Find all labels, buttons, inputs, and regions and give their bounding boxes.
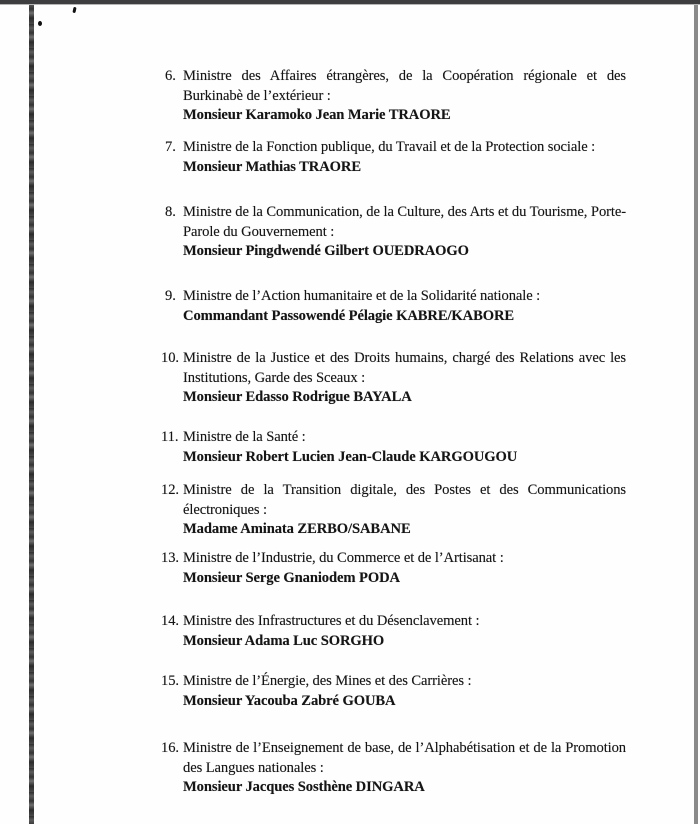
scan-edge-top: [0, 0, 700, 5]
item-number: 11.: [161, 429, 179, 445]
item-number: 10.: [161, 350, 179, 366]
list-item: [160, 287, 626, 326]
item-number: 13.: [161, 550, 179, 566]
minister-title: Ministre de la Justice et des Droits humains, chargé des Relations avec les Institutions, Garde des Sceaux :: [183, 350, 626, 386]
ink-speck: [72, 7, 76, 13]
minister-name: Monsieur Jacques Sosthène DINGARA: [183, 779, 425, 795]
item-number: 12.: [161, 482, 179, 498]
minister-title: Ministre de l’Industrie, du Commerce et de l’Artisanat :: [183, 550, 504, 566]
minister-name: Monsieur Pingdwendé Gilbert OUEDRAOGO: [183, 243, 469, 259]
minister-name: Monsieur Adama Luc SORGHO: [183, 632, 385, 649]
minister-name: Monsieur Edasso Rodrigue BAYALA: [183, 389, 412, 405]
item-number: 8.: [165, 204, 176, 220]
list-item: [160, 481, 626, 540]
minister-title: Ministre de la Communication, de la Culture, des Arts et du Tourisme, Porte-Parole du Gouvernement :: [183, 204, 626, 240]
minister-title: Ministre des Infrastructures et du Désenclavement :: [183, 613, 480, 629]
ink-speck: [38, 21, 42, 26]
minister-title: Ministre de l’Enseignement de base, de l’Alphabétisation et de la Promotion des Langues nationales :: [183, 740, 626, 776]
minister-name: Commandant Passowendé Pélagie KABRE/KABORE: [183, 307, 515, 324]
list-item: [160, 428, 626, 467]
list-item: [160, 672, 626, 711]
minister-title: Ministre de la Fonction publique, du Travail et de la Protection sociale :: [183, 139, 596, 155]
minister-title: Ministre de la Transition digitale, des Postes et des Communications électroniques :: [183, 482, 626, 518]
minister-name: Monsieur Robert Lucien Jean-Claude KARGOUGOU: [183, 448, 518, 465]
minister-title: Ministre de la Santé :: [183, 429, 306, 445]
minister-name: Madame Aminata ZERBO/SABANE: [183, 521, 411, 537]
item-number: 9.: [165, 288, 176, 304]
list-item: [160, 203, 626, 262]
list-item: [160, 549, 626, 588]
item-number: 15.: [161, 673, 179, 689]
ministers-list: [160, 67, 626, 798]
scan-fold-line: [29, 0, 34, 824]
list-item: [160, 612, 626, 651]
list-item: [160, 739, 626, 798]
minister-name: Monsieur Mathias TRAORE: [183, 158, 361, 175]
item-number: 16.: [161, 740, 179, 756]
item-number: 7.: [165, 139, 176, 155]
scan-edge-right: [694, 0, 698, 824]
item-number: 14.: [161, 613, 179, 629]
item-number: 6.: [165, 68, 176, 84]
list-item: [160, 349, 626, 408]
minister-title: Ministre de l’Action humanitaire et de la Solidarité nationale :: [183, 288, 541, 304]
minister-title: Ministre des Affaires étrangères, de la Coopération régionale et des Burkinabè de l’extérieur :: [183, 68, 626, 104]
minister-title: Ministre de l’Énergie, des Mines et des Carrières :: [183, 673, 472, 689]
list-item: [160, 67, 626, 126]
minister-name: Monsieur Serge Gnaniodem PODA: [183, 569, 400, 586]
minister-name: Monsieur Yacouba Zabré GOUBA: [183, 692, 396, 709]
list-item: [160, 138, 626, 177]
minister-name: Monsieur Karamoko Jean Marie TRAORE: [183, 107, 451, 123]
